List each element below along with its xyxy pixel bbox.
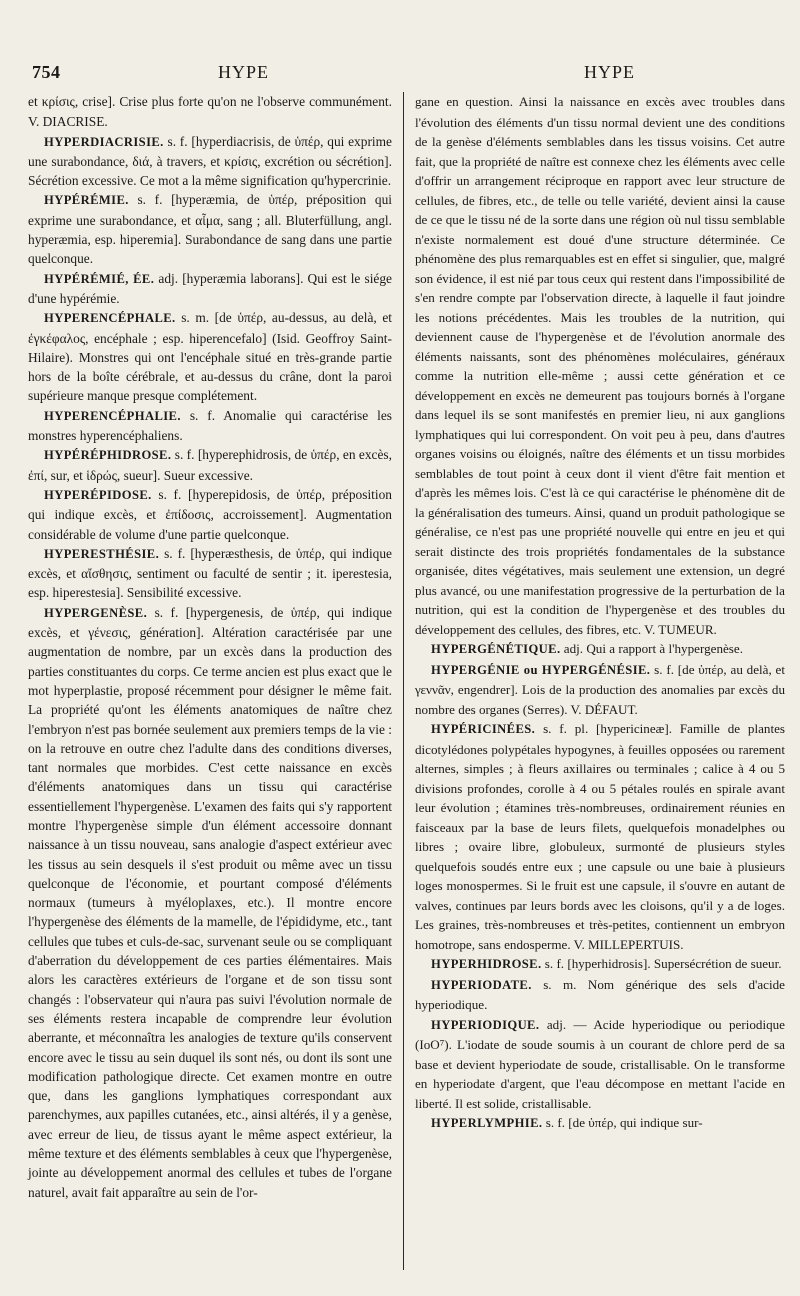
entry-headword: HYPÉRÉMIE. — [44, 193, 129, 208]
entry-headword: HYPERGÉNIE ou HYPERGÉNÉSIE. — [431, 662, 651, 677]
entry-text: s. m. Nom générique des sels d'acide hyperiodique. — [415, 976, 785, 1012]
entry-text: s. f. [hyperepidosis, de ὑπέρ, préposition qui indique excès, et ἐπίδοσις, accroissement]. Augmentation considérable de volume d'une partie quelconque. — [28, 486, 392, 542]
entry-text: adj. [hyperæmia laborans]. Qui est le siége d'une hypérémie. — [28, 270, 392, 306]
entry-text: s. f. [hyperephidrosis, de ὑπέρ, en excès, ἐπί, sur, et ἱδρώς, sueur]. Sueur excessive. — [28, 447, 392, 483]
entry-headword: HYPERESTHÉSIE. — [44, 546, 160, 561]
entry-text: s. f. [hyperæmia, de ὑπέρ, préposition qui exprime une surabondance, et αἷμα, sang ; all. Bluterfüllung, angl. hyperæmia, esp. hiperemia]. Surabondance de sang dans une partie quelconque. — [28, 192, 392, 267]
running-head-left: HYPE — [218, 62, 270, 82]
entry-headword: HYPERGÉNÉTIQUE. — [431, 642, 561, 656]
entry — [415, 1113, 785, 1134]
entry — [415, 92, 785, 639]
entry-text: s. f. [de ὑπέρ, au delà, et γεννᾶν, engendrer]. Lois de la production des anomalies par excès du nombre des organes (Serres). V. DÉFAUT. — [415, 661, 786, 717]
entry — [415, 954, 785, 975]
entry — [28, 544, 392, 603]
entry-headword: HYPERENCÉPHALE. — [44, 311, 176, 326]
right-column — [415, 92, 785, 1134]
entry — [28, 406, 392, 446]
running-head-right: HYPE — [584, 62, 636, 82]
entry — [415, 719, 785, 954]
entry-headword: HYPERENCÉPHALIE. — [44, 408, 181, 423]
entry — [28, 269, 392, 309]
entry-text: adj. Qui a rapport à l'hypergenèse. — [563, 641, 743, 656]
entry — [28, 308, 392, 405]
entry-headword: HYPERLYMPHIE. — [431, 1116, 543, 1130]
running-header — [28, 58, 790, 88]
page-number: 754 — [32, 62, 61, 82]
entry — [415, 975, 785, 1015]
column-divider — [403, 92, 404, 1270]
left-column — [28, 92, 392, 1202]
entry-text: s. f. Anomalie qui caractérise les monstres hyperencéphaliens. — [28, 407, 392, 444]
entry — [28, 190, 392, 268]
entry — [28, 485, 392, 544]
entry — [28, 92, 392, 132]
entry-text: s. f. [de ὑπέρ, qui indique sur- — [545, 1115, 703, 1130]
entry-headword: HYPÉRÉMIÉ, ÉE. — [44, 271, 155, 286]
entry-headword: HYPERHIDROSE. — [431, 957, 542, 971]
entry-headword: HYPERGENÈSE. — [44, 605, 148, 620]
entry — [415, 660, 785, 720]
entry-text: s. f. pl. [hypericineæ]. Famille de plantes dicotylédones polypétales hypogynes, à feuilles opposées ou rarement alternes, simples ; à fleurs axillaires ou terminales ; calice à 4 ou 5 divisions profondes, corolle à 4 ou 5 pétales roulés en spirale avant leur évolution ; étamines très-nombreuses, ordinairement réunies en faisceaux par la base de leurs filets, quelquefois monadelphes ou libres ; ovaire libre, globuleux, surmonté de plusieurs styles quelquefois soudés entre eux ; une capsule ou une baie à plusieurs loges monospermes. Si le fruit est une capsule, il s'ouvre en autant de valves, continues par leurs bords avec les cloisons, qu'il y a de loges. Les graines, très-nombreuses et très-petites, contiennent un embryon homotrope, sans endosperme. V. MILLEPERTUIS. — [415, 721, 785, 952]
entry-headword: HYPÉRÉPHIDROSE. — [44, 448, 172, 463]
entry-text: gane en question. Ainsi la naissance en excès avec troubles dans l'évolution des éléments d'un tissu normal devient une des conditions de la genèse d'éléments semblables dans les tissus voisins. Cet autre fait, que la propriété de naître est connexe chez les éléments avec celle d'offrir un arrangement réciproque en rapport avec leur structure de cellules, de fibres, etc., de telle ou telle variété, devient ainsi la cause de ce que le tissu né de la sorte dans une région où nul tissu semblable n'existe normalement est doué d'une structure déterminée. Ce phénomène des plus remarquables est en effet si singulier, que, malgré son évidence, il est nié par tous ceux qui restent dans l'impossibilité de s'en rendre compte par l'observation directe, à laquelle il faut joindre les notions précédentes. Mais les troubles de la nutrition, qui deviennent cause de l'hypergenèse et de l'évolution anormale des éléments naissants, sont des phénomènes moléculaires, généraux comme la nutrition elle-même ; aussi cette génération et ce développement en excès ne demeurent pas toujours bornés à l'organe dans lequel ils se sont manifestés en premier lieu, ni aux ganglions lymphatiques qui lui correspondent. On voit peu à peu, dans d'autres organes voisins ou éloignés, naître des éléments et un tissu morbides semblables de tout point à ceux dont il vient d'être fait mention et d'après les mêmes lois. C'est là ce qui caractérise le phénomène dit de la généralisation des tumeurs. Ainsi, quand un produit pathologique se généralise, ce n'est pas une propriété nouvelle qui entre en jeu et qui serait distincte des trois propriétés fondamentales de la substance organisée, dites végétatives, mais seulement une extension, un degré plus avancé, ou une manifestation progressive de la perturbation de la nutrition, qui est la condition de l'hypergenèse et des troubles du développement des cellules, des fibres, etc. V. TUMEUR. — [415, 94, 785, 637]
entry — [28, 603, 392, 1202]
entry-text: s. f. [hyperæsthesis, de ὑπέρ, qui indique excès, et αἴσθησις, sentiment ou faculté de sentir ; it. iperestesia, esp. hiperestesia]. Sensibilité excessive. — [28, 545, 392, 601]
entry-headword: HYPERÉPIDOSE. — [44, 487, 152, 502]
entry — [28, 445, 392, 485]
entry — [415, 1015, 785, 1114]
entry-text: s. m. [de ὑπέρ, au-dessus, au delà, et ἐγκέφαλος, encéphale ; esp. hiperencefalo] (Isid. Geoffroy Saint-Hilaire). Monstres qui ont l'encéphale situé en très-grande partie hors de la boîte cérébrale, et au-dessus du crâne, dont la paroi supérieure manque presque complétement. — [28, 310, 392, 404]
entry-text: adj. — Acide hyperiodique ou periodique (IoO⁷). L'iodate de soude soumis à un courant de chlore perd de sa base et devient hyperiodate de soude, cristallisable. On le transforme en hyperiodate d'argent, que l'eau décompose en mettant l'acide en liberté. Il est solide, cristallisable. — [415, 1016, 785, 1111]
entry-text: s. f. [hyperhidrosis]. Supersécrétion de sueur. — [544, 956, 782, 971]
entry — [415, 639, 785, 660]
entry-headword: HYPERIODIQUE. — [431, 1017, 540, 1032]
entry-text: et κρίσις, crise]. Crise plus forte qu'on ne l'observe communément. V. DIACRISE. — [28, 94, 392, 130]
entry-headword: HYPÉRICINÉES. — [431, 722, 536, 736]
entry-text: s. f. [hypergenesis, de ὑπέρ, qui indique excès, et γένεσις, génération]. Altération caractérisée par une augmentation de nombre, par un excès dans la production des parties constituantes du corps. Ce terme ancien est plus exact que le mot hyperplastie, proposé récemment pour désigner le même fait. La propriété qu'ont les éléments anatomiques de naître chez l'embryon n'est pas bornée seulement aux premiers temps de la vie : on la retrouve en outre chez l'adulte dans des conditions diverses, tant normales que morbides. C'est cette naissance en excès d'éléments anatomiques dans un tissu qui caractérise essentiellement l'hypergenèse. L'examen des faits qui s'y rapportent montre l'hypergenèse simple d'un élément accessoire donnant naissance à un tissu nouveau, sans analogie d'aspect extérieur avec les tissus au sein desquels il s'est produit ou même avec un tissu quelconque de l'économie, et pourtant composé d'éléments normaux (tumeurs à myéloplaxes, etc.). Il montre encore l'hypergenèse des éléments de la mamelle, de l'épididyme, etc., tant cellules que tubes et culs-de-sac, survenant seule ou se compliquant d'aberration du développement de ces parties élémentaires. Mais alors les caractères extérieurs de l'organe et de son tissu sont changés : l'observateur qui n'aura pas suivi l'évolution normale de ses éléments restera incapable de comprendre leur évolution aberrante, et méconnaîtra les analogies de texture qu'ils conservent encore avec le tissu au sein duquel ils sont nés, ou dont ils sont une modification pathologique directe. Cet examen montre en outre que, dans les ganglions lymphatiques correspondant aux parenchymes, aux papilles cutanées, etc., ainsi altérés, il y a genèse, avec erreur de lieu, de tissus ayant le même aspect extérieur, la même texture et des éléments semblables à ceux que l'hypergenèse, jointe au développement anormal des cellules et tubes de l'organe naturel, avait fait apparaître au sein de l'or- — [28, 604, 392, 1200]
entry — [28, 132, 392, 191]
entry-headword: HYPERDIACRISIE. — [44, 134, 164, 149]
entry-headword: HYPERIODATE. — [431, 977, 532, 992]
entry-text: s. f. [hyperdiacrisis, de ὑπέρ, qui exprime une surabondance, διά, à travers, et κρίσις, excrétion ou sécrétion]. Sécrétion excessive. Ce mot a la même signification qu'hypercrinie. — [28, 133, 392, 189]
